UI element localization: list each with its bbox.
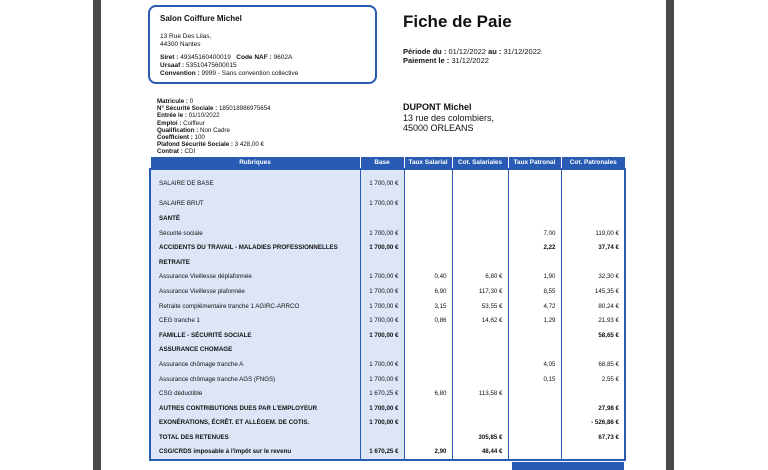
row-value (404, 226, 452, 241)
row-value (508, 169, 561, 176)
info-value: 0 (189, 98, 194, 105)
row-value: 1,90 (508, 270, 561, 285)
employee-info-item (157, 141, 271, 148)
row-value: 8,55 (508, 284, 561, 299)
column-header: Rubriques (150, 157, 360, 169)
row-value: 3,15 (404, 299, 452, 314)
row-value: 1 700,00 € (360, 270, 404, 285)
period-label: Période du : (403, 47, 447, 56)
row-value: 14,62 € (452, 313, 508, 328)
row-label: SALAIRE BRUT (150, 197, 360, 212)
row-value: 1 700,00 € (360, 328, 404, 343)
row-value (561, 386, 625, 401)
row-value (452, 169, 508, 176)
page-edge-right (666, 0, 674, 470)
employee-info-item (157, 112, 271, 119)
row-value (452, 401, 508, 416)
siret-value: 49345160400019 (180, 54, 231, 61)
table-row (150, 430, 625, 445)
employer-name: Salon Coiffure Michel (160, 14, 242, 23)
row-label: ASSURANCE CHOMAGE (150, 343, 360, 358)
row-label: CSG déductible (150, 386, 360, 401)
info-label: Matricule : (157, 98, 188, 105)
info-label: Emploi : (157, 119, 182, 127)
row-label: Assurance Vieillesse plafonnée (150, 284, 360, 299)
table-row (150, 240, 625, 255)
payment-date: 31/12/2022 (451, 56, 489, 65)
info-value: Non Cadre (200, 126, 230, 134)
row-value: 1 700,00 € (360, 372, 404, 387)
row-value (360, 211, 404, 226)
info-value: 100 (194, 134, 205, 142)
table-row (150, 313, 625, 328)
convention-label: Convention : (160, 70, 200, 77)
period-block (403, 47, 541, 65)
info-label: Contrat : (157, 148, 183, 156)
row-label: FAMILLE - SÉCURITÉ SOCIALE (150, 328, 360, 343)
row-value: 1 700,00 € (360, 416, 404, 431)
row-value: 117,30 € (452, 284, 508, 299)
row-value: 2,22 (508, 240, 561, 255)
row-value: 1 700,00 € (360, 197, 404, 212)
row-value: 1 700,00 € (360, 240, 404, 255)
row-label: Assurance chômage tranche AGS (FNGS) (150, 372, 360, 387)
row-value (360, 169, 404, 176)
row-value: 1 700,00 € (360, 226, 404, 241)
employer-address-line2: 44300 Nantes (160, 41, 201, 48)
row-value: 48,44 € (452, 445, 508, 461)
employee-address-line1: 13 rue des colombiers, (403, 112, 495, 123)
row-value: 58,65 € (561, 328, 625, 343)
row-value (452, 176, 508, 191)
employee-info-item (157, 120, 271, 127)
column-header: Cot. Salariales (452, 157, 508, 169)
payment-line (403, 56, 541, 65)
table-body (150, 169, 625, 460)
row-value: 32,30 € (561, 270, 625, 285)
row-value (452, 357, 508, 372)
employer-box (148, 5, 377, 84)
table-row (150, 226, 625, 241)
urssaf-label: Ursaaf : (160, 62, 185, 69)
document-title: Fiche de Paie (403, 12, 512, 31)
row-value (508, 197, 561, 212)
row-value: 53,55 € (452, 299, 508, 314)
row-value: 145,35 € (561, 284, 625, 299)
table-row (150, 445, 625, 461)
row-label: TOTAL DES RETENUES (150, 430, 360, 445)
row-label: SANTÉ (150, 211, 360, 226)
row-value (404, 169, 452, 176)
row-label: EXONÉRATIONS, ÉCRÊT. ET ALLÈGEM. DE COTIS. (150, 416, 360, 431)
row-value: 6,80 € (452, 270, 508, 285)
table-row (150, 416, 625, 431)
row-value: 1 700,00 € (360, 299, 404, 314)
table-row (150, 401, 625, 416)
row-value (561, 197, 625, 212)
row-value (404, 401, 452, 416)
row-value (404, 357, 452, 372)
row-value (508, 176, 561, 191)
column-header: Base (360, 157, 404, 169)
payslip-page (101, 0, 666, 470)
employee-info-list (157, 98, 271, 156)
info-value: 3 428,00 € (234, 141, 264, 149)
employee-info-item (157, 148, 271, 155)
row-value (452, 211, 508, 226)
row-label: RETRAITE (150, 255, 360, 270)
naf-label: Code NAF : (236, 54, 272, 61)
row-value (404, 211, 452, 226)
row-value (360, 255, 404, 270)
row-value (452, 343, 508, 358)
employee-info-item (157, 98, 271, 105)
row-label: CEG tranche 1 (150, 313, 360, 328)
row-value (360, 430, 404, 445)
employer-siret-line (160, 54, 365, 62)
table-header-row (150, 157, 625, 169)
row-value (561, 445, 625, 461)
row-value: 0,15 (508, 372, 561, 387)
table-row (150, 386, 625, 401)
row-value (508, 255, 561, 270)
page-edge-left (93, 0, 101, 470)
row-value: 6,90 (404, 284, 452, 299)
row-value (452, 372, 508, 387)
table-row (150, 255, 625, 270)
info-label: Coefficient : (157, 134, 193, 142)
row-value (404, 328, 452, 343)
employee-name: DUPONT Michel (403, 102, 472, 112)
period-to-label: au : (488, 47, 502, 56)
row-value: - 526,86 € (561, 416, 625, 431)
period-to: 31/12/2022 (503, 47, 542, 56)
table-row (150, 176, 625, 191)
row-value (508, 416, 561, 431)
row-value: 1 700,00 € (360, 284, 404, 299)
row-label: Sécurité sociale (150, 226, 360, 241)
net-pay-bar (512, 462, 624, 470)
row-value (404, 240, 452, 255)
row-value: 67,73 € (561, 430, 625, 445)
row-value (561, 255, 625, 270)
row-value (452, 197, 508, 212)
info-label: Qualification : (157, 126, 199, 134)
info-value: 01/10/2022 (188, 112, 220, 120)
row-value (508, 328, 561, 343)
row-value (404, 176, 452, 191)
row-value (452, 416, 508, 431)
row-label: AUTRES CONTRIBUTIONS DUES PAR L'EMPLOYEUR (150, 401, 360, 416)
row-value (360, 343, 404, 358)
row-value: 7,00 (508, 226, 561, 241)
table-row (150, 372, 625, 387)
employee-info-item (157, 127, 271, 134)
row-label (150, 169, 360, 176)
row-value (404, 430, 452, 445)
row-label: SALAIRE DE BASE (150, 176, 360, 191)
row-value: 0,40 (404, 270, 452, 285)
row-value (452, 255, 508, 270)
row-value: 1 700,00 € (360, 313, 404, 328)
column-header: Taux Salarial (404, 157, 452, 169)
table-row (150, 343, 625, 358)
row-value (561, 343, 625, 358)
row-label: Assurance chômage tranche A (150, 357, 360, 372)
siret-label: Siret : (160, 54, 179, 61)
row-value: 80,24 € (561, 299, 625, 314)
row-value (404, 416, 452, 431)
row-value: 1 670,25 € (360, 445, 404, 461)
row-value: 6,80 (404, 386, 452, 401)
row-value: 2,90 (404, 445, 452, 461)
employee-address-line2: 45000 ORLEANS (403, 123, 474, 133)
row-value (508, 430, 561, 445)
row-value (404, 343, 452, 358)
table-row (150, 197, 625, 212)
row-value: 1 670,25 € (360, 386, 404, 401)
row-value (561, 211, 625, 226)
row-value: 113,58 € (452, 386, 508, 401)
column-header: Taux Patronal (508, 157, 561, 169)
row-value (561, 176, 625, 191)
row-value: 305,85 € (452, 430, 508, 445)
info-label: Plafond Sécurité Sociale : (157, 141, 233, 149)
row-value: 1 700,00 € (360, 357, 404, 372)
table-row (150, 299, 625, 314)
row-value (404, 372, 452, 387)
info-value: CDI (184, 148, 196, 156)
table-row (150, 328, 625, 343)
row-value: 37,74 € (561, 240, 625, 255)
row-value: 68,85 € (561, 357, 625, 372)
row-label: Retraite complémentaire tranche 1 AGIRC-ARRCO (150, 299, 360, 314)
row-value (508, 211, 561, 226)
row-value (508, 445, 561, 461)
employer-urssaf-line (160, 62, 365, 70)
table-spacer-row (150, 169, 625, 176)
employee-address-block (403, 102, 494, 134)
column-header: Cot. Patronales (561, 157, 625, 169)
row-value (452, 240, 508, 255)
viewer-background-left (0, 0, 93, 470)
payslip-table (149, 157, 626, 461)
row-value (404, 255, 452, 270)
row-value: 1 700,00 € (360, 176, 404, 191)
employee-info-item (157, 134, 271, 141)
naf-value: 9602A (273, 54, 293, 61)
table-row (150, 284, 625, 299)
row-value (508, 343, 561, 358)
row-value (452, 226, 508, 241)
convention-value: 9999 - Sans convention collective (201, 70, 299, 77)
urssaf-value: 53510475600015 (186, 62, 237, 69)
row-value (508, 386, 561, 401)
period-from: 01/12/2022 (448, 47, 486, 56)
row-value: 2,55 € (561, 372, 625, 387)
row-value: 0,86 (404, 313, 452, 328)
table-row (150, 357, 625, 372)
row-value: 21,93 € (561, 313, 625, 328)
row-value: 4,72 (508, 299, 561, 314)
row-value (452, 328, 508, 343)
info-label: Entrée le : (157, 112, 187, 120)
info-value: 185018986975654 (218, 105, 271, 113)
info-label: N° Sécurité Sociale : (157, 105, 218, 113)
row-value: 1 700,00 € (360, 401, 404, 416)
row-label: CSG/CRDS imposable à l'impôt sur le revenu (150, 445, 360, 461)
info-value: Coiffeur (183, 119, 205, 127)
row-value (404, 197, 452, 212)
period-line (403, 47, 541, 56)
row-label: Assurance Vieillesse déplafonnée (150, 270, 360, 285)
row-value: 119,00 € (561, 226, 625, 241)
table-row (150, 270, 625, 285)
row-value: 27,98 € (561, 401, 625, 416)
employer-address-line1: 13 Rue Des Lilas, (160, 33, 212, 40)
table-row (150, 211, 625, 226)
payment-label: Paiement le : (403, 56, 450, 65)
employer-convention-line (160, 70, 365, 78)
row-label: ACCIDENTS DU TRAVAIL - MALADIES PROFESSIONNELLES (150, 240, 360, 255)
row-value: 1,29 (508, 313, 561, 328)
row-value (508, 401, 561, 416)
row-value: 4,05 (508, 357, 561, 372)
employee-info-item (157, 105, 271, 112)
row-value (561, 169, 625, 176)
